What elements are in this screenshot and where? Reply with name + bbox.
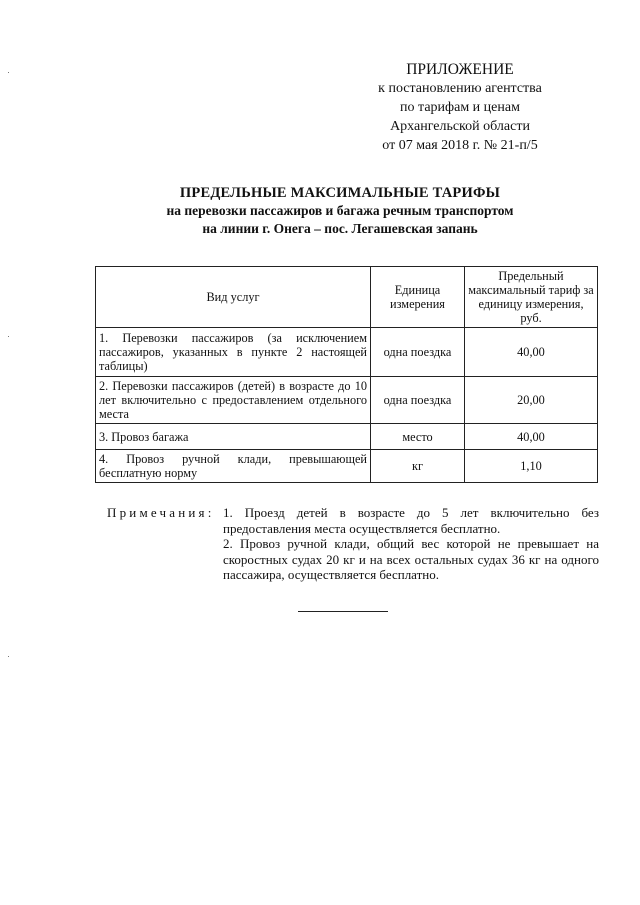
appendix-heading: ПРИЛОЖЕНИЕ (406, 61, 514, 78)
cell-service: 3. Провоз багажа (96, 424, 371, 450)
table-row (96, 377, 598, 424)
scan-mark (8, 336, 9, 337)
appendix-line: по тарифам и ценам (400, 100, 520, 115)
cell-tariff: 40,00 (465, 328, 598, 377)
tariffs-table (95, 266, 598, 483)
appendix-line: к постановлению агентства (378, 81, 542, 96)
header-tariff: Предельный максимальный тариф за единицу измерения, руб. (465, 267, 598, 328)
title-line-3: на линии г. Онега – пос. Легашевская запань (202, 221, 478, 236)
table-row (96, 328, 598, 377)
scan-mark (8, 72, 9, 73)
cell-service: 2. Перевозки пассажиров (детей) в возрасте до 10 лет включительно с предоставлением отдельного места (96, 377, 371, 424)
table-row (96, 450, 598, 483)
appendix-block (340, 60, 580, 155)
appendix-line: от 07 мая 2018 г. № 21-п/5 (382, 138, 538, 153)
note-item: 1. Проезд детей в возрасте до 5 лет включительно без предоставления места осуществляется бесплатно. (223, 505, 599, 536)
cell-unit: одна поездка (371, 328, 465, 377)
table-row (96, 424, 598, 450)
document-title (60, 184, 620, 238)
cell-unit: место (371, 424, 465, 450)
note-item: 2. Провоз ручной клади, общий вес которой не превышает на скоростных судах 20 кг и на всех остальных судах 36 кг на одного пассажира, осуществляется бесплатно. (223, 536, 599, 582)
closing-rule (298, 611, 388, 612)
cell-unit: кг (371, 450, 465, 483)
notes-label: Примечания: (107, 505, 215, 520)
cell-service: 1. Перевозки пассажиров (за исключением пассажиров, указанных в пункте 2 настоящей таблицы) (96, 328, 371, 377)
cell-tariff: 20,00 (465, 377, 598, 424)
header-service: Вид услуг (96, 267, 371, 328)
header-unit: Единица измерения (371, 267, 465, 328)
title-line-1: ПРЕДЕЛЬНЫЕ МАКСИМАЛЬНЫЕ ТАРИФЫ (179, 185, 501, 201)
cell-service: 4. Провоз ручной клади, превышающей бесплатную норму (96, 450, 371, 483)
cell-tariff: 40,00 (465, 424, 598, 450)
cell-unit: одна поездка (371, 377, 465, 424)
notes-list (223, 505, 599, 583)
scan-mark (8, 656, 9, 657)
appendix-line: Архангельской области (390, 119, 530, 134)
table-header-row (96, 267, 598, 328)
cell-tariff: 1,10 (465, 450, 598, 483)
title-line-2: на перевозки пассажиров и багажа речным транспортом (166, 203, 514, 218)
